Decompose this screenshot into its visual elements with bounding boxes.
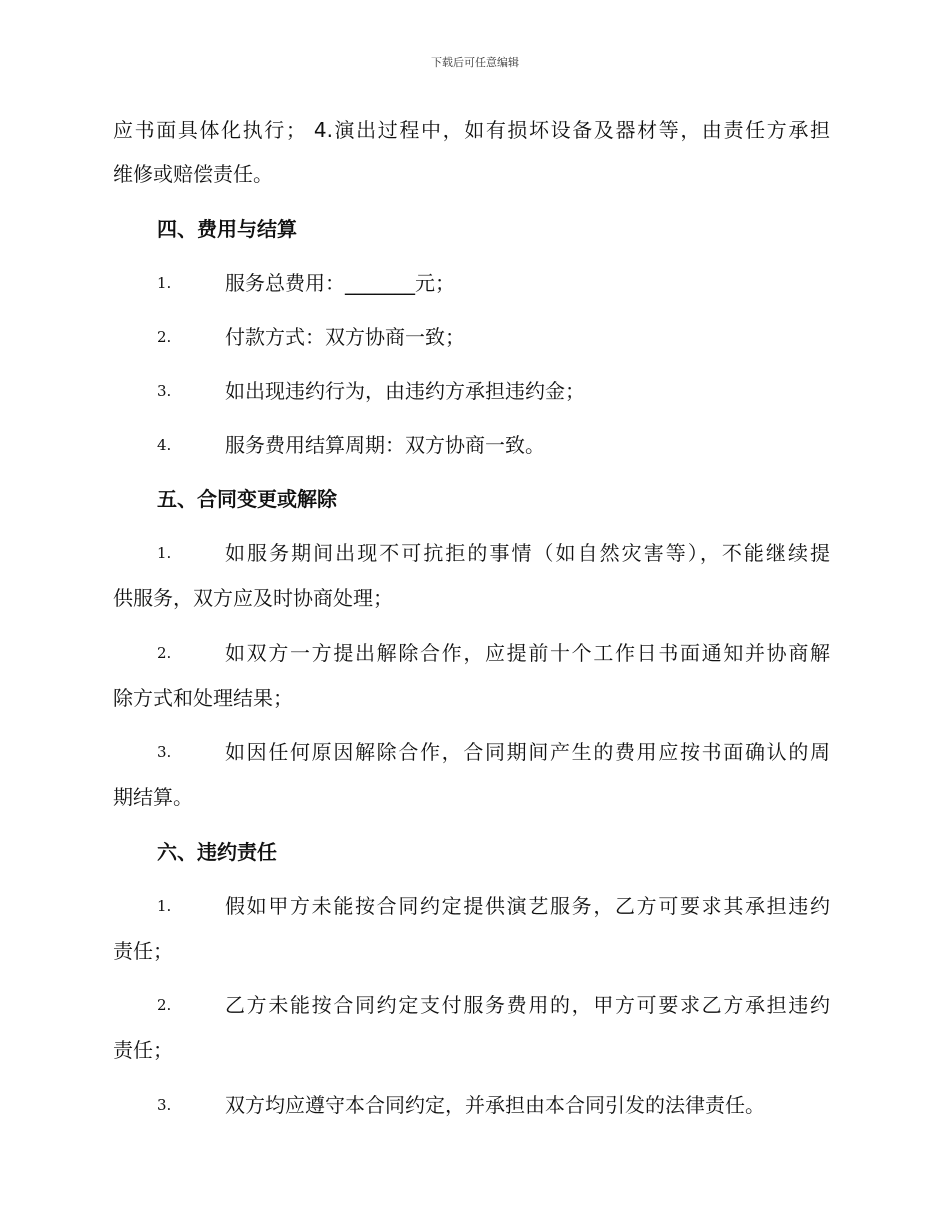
list-item-number: 2. — [157, 328, 172, 346]
list-item-continuation: 除方式和处理结果； — [113, 686, 293, 710]
list-item-number: 1. — [157, 544, 172, 562]
list-item-continuation: 责任； — [113, 939, 173, 963]
intro-paragraph-line-2: 维修或赔偿责任。 — [113, 162, 273, 186]
list-item-text: 服务费用结算周期：双方协商一致。 — [225, 433, 545, 457]
list-item-text: 服务总费用：_______元； — [225, 271, 455, 295]
section-heading-change-termination: 五、合同变更或解除 — [157, 487, 337, 511]
list-item-text: 如出现违约行为，由违约方承担违约金； — [225, 379, 585, 403]
list-item-number: 1. — [157, 897, 172, 915]
list-item-number: 3. — [157, 1096, 172, 1114]
list-item-text: 付款方式：双方协商一致； — [225, 325, 465, 349]
header-note: 下载后可任意编辑 — [431, 56, 519, 69]
intro-line-1-text: 应书面具体化执行； 4.演出过程中，如有损坏设备及器材等，由责任方承担 — [113, 118, 830, 142]
list-item-continuation: 责任； — [113, 1038, 173, 1062]
list-item-text: 如因任何原因解除合作，合同期间产生的费用应按书面确认的周 — [225, 740, 830, 764]
list-item-text: 如服务期间出现不可抗拒的事情（如自然灾害等），不能继续提 — [225, 541, 830, 565]
list-item-continuation: 期结算。 — [113, 785, 193, 809]
list-item-number: 4. — [157, 436, 172, 454]
list-item-text: 双方均应遵守本合同约定，并承担由本合同引发的法律责任。 — [225, 1093, 765, 1117]
list-item-text: 乙方未能按合同约定支付服务费用的，甲方可要求乙方承担违约 — [225, 993, 830, 1017]
intro-paragraph-line-1 — [113, 117, 830, 143]
list-item-text: 假如甲方未能按合同约定提供演艺服务，乙方可要求其承担违约 — [225, 894, 830, 918]
list-item-number: 3. — [157, 743, 172, 761]
list-item-number: 3. — [157, 382, 172, 400]
list-item-number: 1. — [157, 274, 172, 292]
section-heading-breach-liability: 六、违约责任 — [157, 840, 277, 864]
list-item-number: 2. — [157, 644, 172, 662]
list-item-text: 如双方一方提出解除合作，应提前十个工作日书面通知并协商解 — [225, 641, 830, 665]
list-item-number: 2. — [157, 996, 172, 1014]
section-heading-fees: 四、费用与结算 — [157, 217, 297, 241]
list-item-continuation: 供服务，双方应及时协商处理； — [113, 586, 393, 610]
